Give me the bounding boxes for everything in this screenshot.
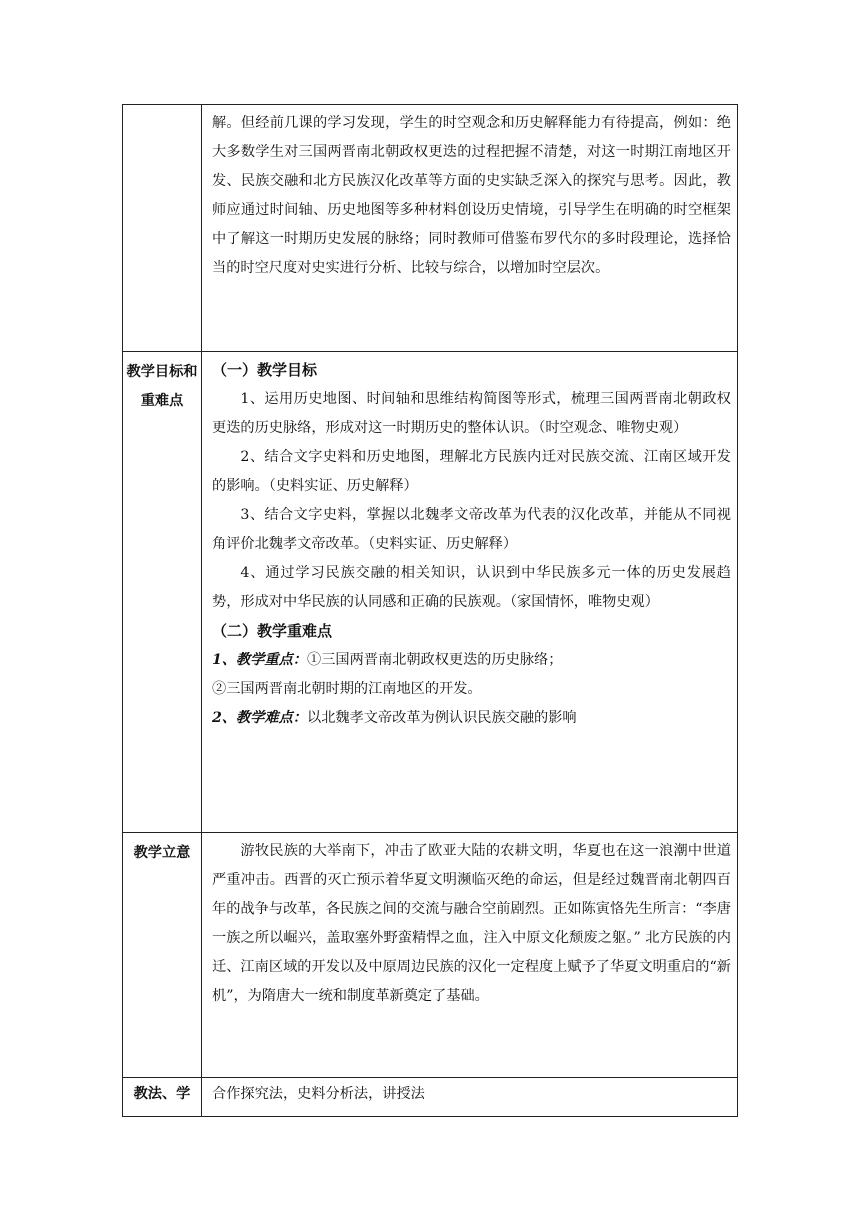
intent-text: 游牧民族的大举南下，冲击了欧亚大陆的农耕文明，华夏也在这一浪潮中世道严重冲击。西晋的灭亡预示着华夏文明濒临灭绝的命运，但是经过魏晋南北朝四百年的战争与改革，各民族之间的交流与融合空前剧烈。正如陈寅恪先生所言：“李唐一族之所以崛兴，盖取塞外野蛮精悍之血，注入中原文化颓废之躯。” 北方民族的内迁、江南区域的开发以及中原周边民族的汉化一定程度上赋予了华夏文明重启的“新机”，为隋唐大一统和制度革新奠定了基础。 (212, 843, 731, 1004)
learner-analysis-text: 解。但经前几课的学习发现，学生的时空观念和历史解释能力有待提高，例如：绝大多数学生对三国两晋南北朝政权更迭的过程把握不清楚，对这一时期江南地区开发、民族交融和北方民族汉化改革等方面的史实缺乏深入的探究与思考。因此，教师应通过时间轴、历史地图等多种材料创设历史情境，引导学生在明确的时空框架中了解这一时期历史发展的脉络；同时教师可借鉴布罗代尔的多时段理论，选择恰当的时空尺度对史实进行分析、比较与综合，以增加时空层次。 (212, 115, 731, 276)
difficulty-text: 以北魏孝文帝改革为例认识民族交融的影响 (307, 710, 577, 726)
objectives-cell (202, 352, 738, 833)
key-difficulty-heading: （二）教学重难点 (212, 622, 333, 640)
objective-item-2: 2、结合文字史料和历史地图，理解北方民族内迁对民族交流、江南区域开发的影响。（史料实证、历史解释） (212, 449, 731, 494)
methods-text: 合作探究法，史料分析法，讲授法 (212, 1086, 425, 1102)
learner-analysis-cell (202, 105, 738, 352)
methods-cell (202, 1078, 738, 1117)
row-label-objectives: 教学目标和重难点 (123, 352, 202, 833)
table-row (123, 352, 738, 833)
lesson-plan-table (122, 104, 738, 1117)
table-row (123, 1078, 738, 1117)
key-point-label: 1、教学重点： (212, 652, 307, 668)
table-row (123, 105, 738, 352)
objectives-heading: （一）教学目标 (212, 361, 318, 379)
row-label-intent: 教学立意 (123, 833, 202, 1078)
key-point-1: ①三国两晋南北朝政权更迭的历史脉络； (307, 652, 563, 668)
row-label-empty (123, 105, 202, 352)
difficulty-label: 2、教学难点： (212, 710, 307, 726)
row-label-methods: 教法、学 (123, 1078, 202, 1117)
key-point-2: ②三国两晋南北朝时期的江南地区的开发。 (212, 681, 482, 697)
difficulty-line (212, 704, 731, 733)
intent-cell (202, 833, 738, 1078)
objective-item-3: 3、结合文字史料，掌握以北魏孝文帝改革为代表的汉化改革，并能从不同视角评价北魏孝文帝改革。（史料实证、历史解释） (212, 507, 731, 552)
key-point-line (212, 646, 731, 675)
table-row (123, 833, 738, 1078)
objective-item-4: 4、通过学习民族交融的相关知识，认识到中华民族多元一体的历史发展趋势，形成对中华民族的认同感和正确的民族观。（家国情怀，唯物史观） (212, 565, 731, 610)
objective-item-1: 1、运用历史地图、时间轴和思维结构简图等形式，梳理三国两晋南北朝政权更迭的历史脉络，形成对这一时期历史的整体认识。（时空观念、唯物史观） (212, 391, 731, 436)
